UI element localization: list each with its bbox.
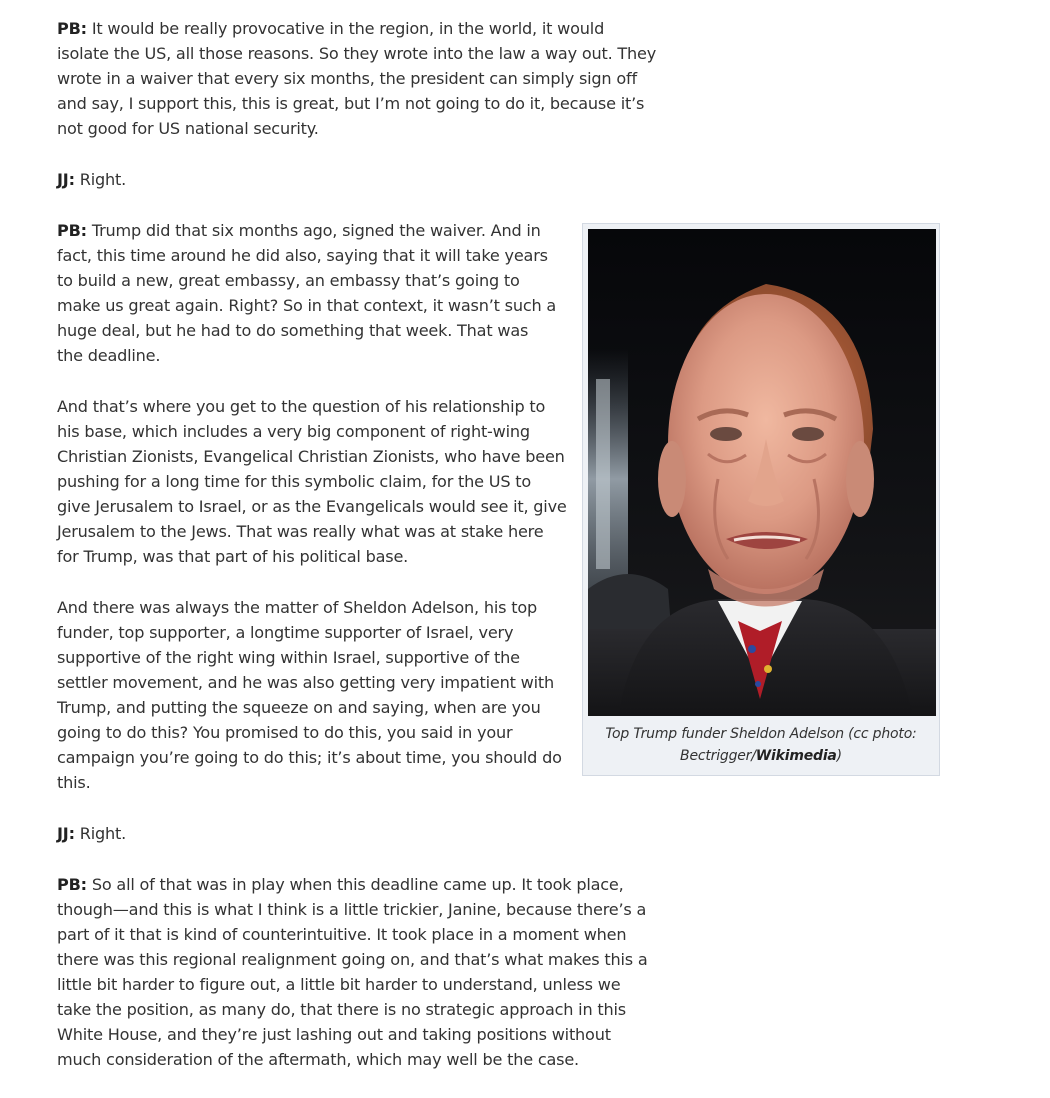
paragraph-text: Right. — [79, 170, 127, 189]
paragraph-4 — [57, 394, 569, 569]
paragraph-6 — [57, 821, 657, 846]
paragraph-7 — [57, 872, 657, 1072]
wikimedia-link[interactable]: Wikimedia — [755, 748, 837, 764]
speaker-label: PB: — [57, 19, 87, 38]
paragraph-text: And there was always the matter of Sheldon Adelson, his top funder, top supporter, a longtime supporter of Israel, very supportive of the right wing within Israel, supportive of the settler movement, and he was also getting very impatient with Trump, and putting the squeeze on and saying, when are you going to do this? You promised to do this, you said in your campaign you’re going to do this; it’s about time, you should do this. — [57, 598, 562, 792]
photo-caption — [593, 723, 929, 767]
paragraph-5 — [57, 595, 562, 795]
speaker-label: JJ: — [57, 170, 75, 189]
article-body — [57, 16, 657, 1098]
paragraph-text: So all of that was in play when this deadline came up. It took place, though—and this is what I think is a little trickier, Janine, because there’s a part of it that is kind of counterintuitive. It took place in a moment when there was this regional realignment going on, and that’s what makes this a little bit harder to figure out, a little bit harder to understand, unless we take the position, as many do, that there is no strategic approach in this White House, and they’re just lashing out and taking positions without much consideration of the aftermath, which may well be the case. — [57, 875, 648, 1069]
speaker-label: PB: — [57, 221, 87, 240]
paragraph-1 — [57, 16, 657, 141]
portrait-photo[interactable] — [588, 229, 936, 716]
paragraph-3 — [57, 218, 557, 368]
paragraph-text: Right. — [79, 824, 127, 843]
speaker-label: JJ: — [57, 824, 75, 843]
caption-text: Top Trump funder Sheldon Adelson (cc photo: Bectrigger/ — [605, 726, 917, 764]
paragraph-text: It would be really provocative in the region, in the world, it would isolate the US, all those reasons. So they wrote into the law a way out. They wrote in a waiver that every six months, the president can simply sign off and say, I support this, this is great, but I’m not going to do it, because it’s not good for US national security. — [57, 19, 657, 138]
speaker-label: PB: — [57, 875, 87, 894]
paragraph-2 — [57, 167, 657, 192]
paragraph-text: Trump did that six months ago, signed the waiver. And in fact, this time around he did also, saying that it will take years to build a new, great embassy, an embassy that’s going to make us great again. Right? So in that context, it wasn’t such a huge deal, but he had to do something that week. That was the deadline. — [57, 221, 557, 365]
paragraph-text: And that’s where you get to the question of his relationship to his base, which includes a very big component of right-wing Christian Zionists, Evangelical Christian Zionists, who have been pushing for a long time for this symbolic claim, for the US to give Jerusalem to Israel, or as the Evangelicals would see it, give Jerusalem to the Jews. That was really what was at stake here for Trump, was that part of his political base. — [57, 397, 567, 566]
photo-figure — [582, 223, 940, 776]
caption-suffix: ) — [836, 748, 842, 764]
